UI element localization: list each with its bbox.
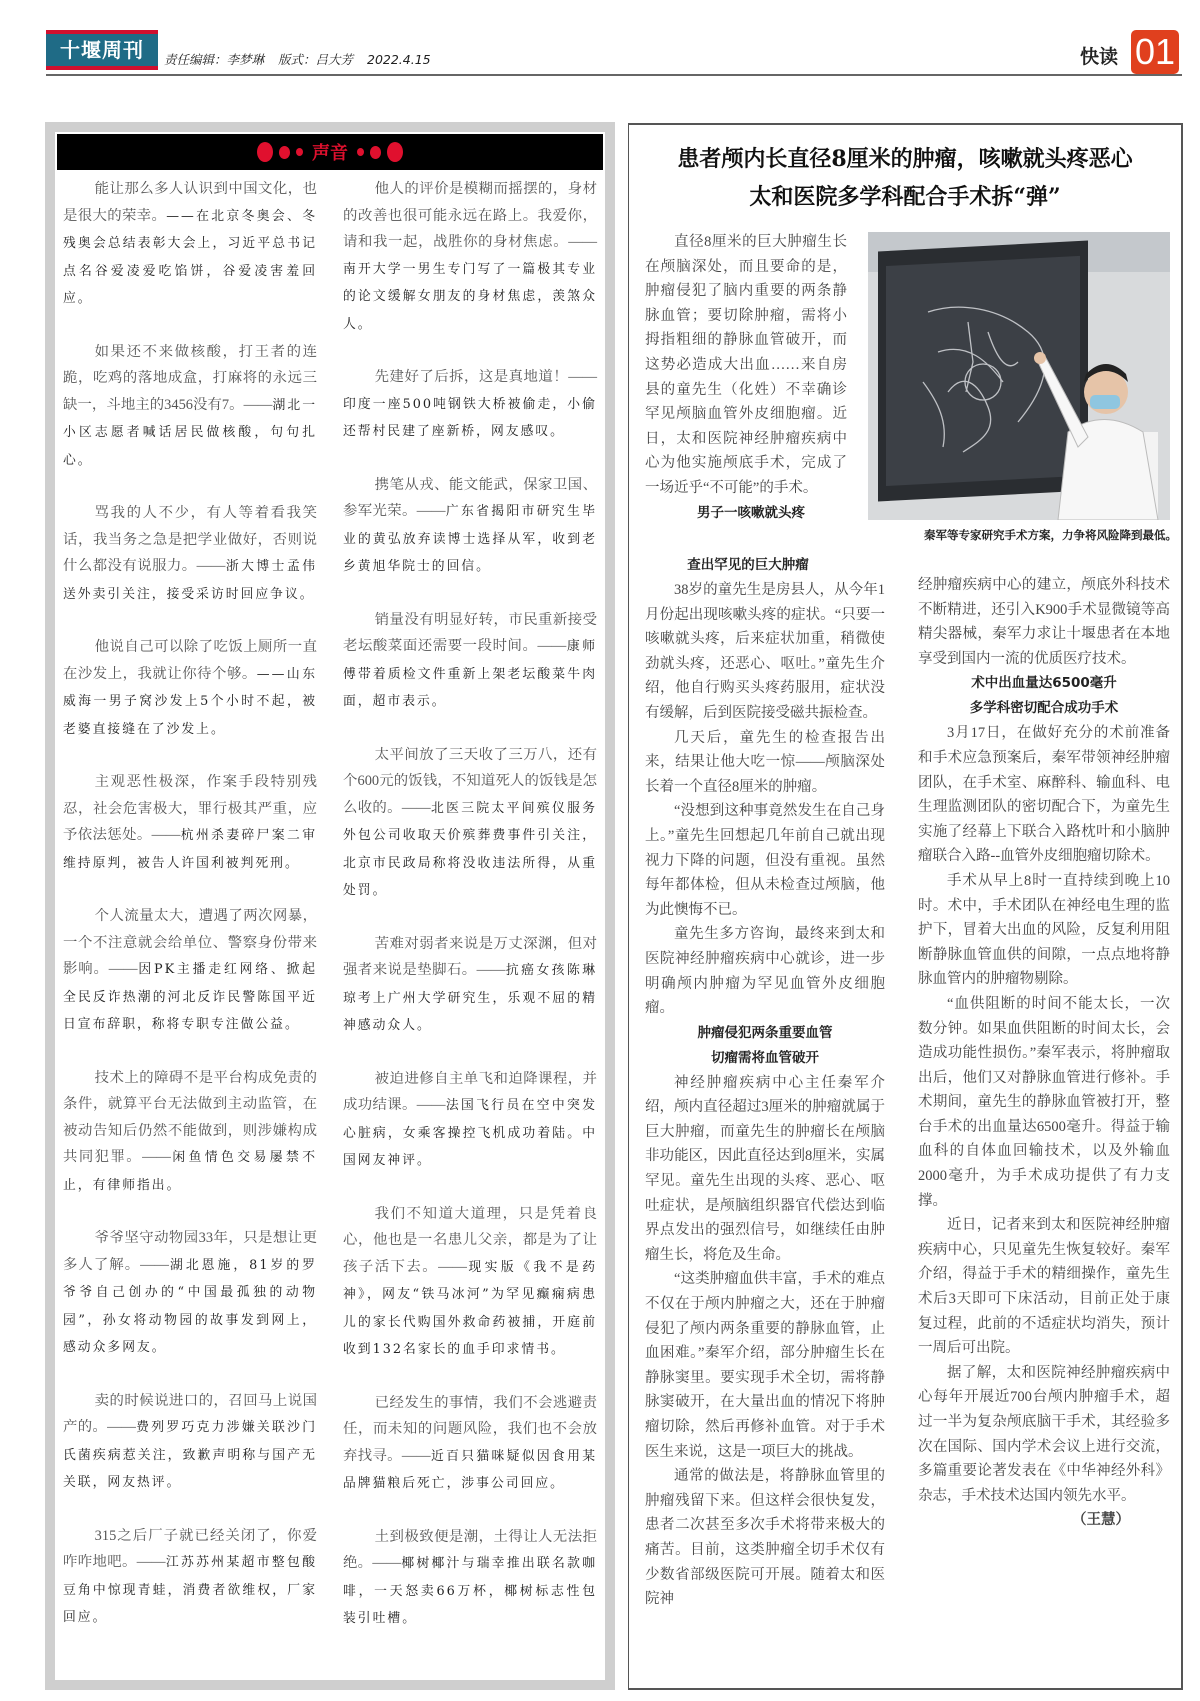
- quote-attribution: 现实版《我不是药神》，网友“铁马冰河”为罕见癫痫病患儿的家长代购国外救命药被捕，开庭前收到132名家长的血手印求情书。: [343, 1259, 597, 1357]
- quote-item: [63, 339, 317, 475]
- quote-text: 骂我的人不少，有人等着看我笑话，我当务之急是把学业做好，否则说什么都没有说服力。——: [63, 505, 317, 574]
- quote-text: 能让那么多人认识到中国文化，也是很大的荣幸。: [63, 181, 317, 224]
- header-divider: [46, 74, 1182, 76]
- quote-item: [63, 903, 317, 1039]
- quote-item: [63, 176, 317, 313]
- quote-attribution: 因PK主播走红网络、掀起全民反诈热潮的河北反诈民警陈国平近日宣布辞职，称将专职专注做公益。: [63, 962, 317, 1032]
- dot-decoration-icon: [370, 146, 381, 159]
- article-paragraph: 直径8厘米的巨大肿瘤生长在颅脑深处，而且要命的是，肿瘤侵犯了脑内重要的两条静脉血管；要切除肿瘤，需将小拇指粗细的静脉血管破开，而这势必造成大出血……来自房县的童先生（化姓）不幸确诊罕见颅脑血管外皮细胞瘤。近日，太和医院神经肿瘤疾病中心为他实施颅底手术，完成了一场近乎“不可能”的手术。: [645, 234, 847, 496]
- quote-item: [63, 500, 317, 608]
- quote-text: 土到极致便是潮，土得让人无法拒绝。——: [343, 1528, 597, 1571]
- quote-item: [343, 1524, 597, 1633]
- quote-item: [343, 931, 597, 1040]
- layout-designer: 版式：吕大芳: [278, 52, 354, 67]
- article-paragraph: 3月17日，在做好充分的术前准备和手术应急预案后，秦军带领神经肿瘤团队，在手术室、麻醉科、输血科、电生理监测团队的密切配合下，为童先生实施了经幕上下联合入路枕叶和小脑肿瘤联合入路--血管外皮细胞瘤切除术。: [918, 725, 1170, 865]
- article-paragraph: “没想到这种事竟然发生在自己身上。”童先生回想起几年前自己就出现视力下降的问题，但没有重视。虽然每年都体检，但从未检查过颅脑，他为此懊悔不已。: [645, 803, 885, 918]
- quote-text: 个人流量太大，遭遇了两次网暴，一个不注意就会给单位、警察身份带来影响。——: [63, 908, 317, 977]
- quote-attribution: 浙大博士孟伟送外卖引关注，接受采访时回应争议。: [63, 559, 317, 602]
- subheading: 切瘤需将血管破开: [711, 1049, 819, 1066]
- quote-attribution: ——在北京冬奥会、冬残奥会总结表彰大会上，习近平总书记点名谷爱凌爱吃馅饼，谷爱凌害羞回应。: [63, 208, 317, 306]
- byline: （王慧）: [1072, 1512, 1130, 1529]
- page-number-badge: 01: [1131, 30, 1179, 74]
- headline-line-1: 患者颅内长直径8厘米的肿瘤，咳嗽就头疼恶心: [677, 146, 1133, 172]
- quote-attribution: 江苏苏州某超市整包酸豆角中惊现青蛙，消费者欲维权，厂家回应。: [63, 1555, 317, 1625]
- quote-text: 技术上的障碍不是平台构成免责的条件，就算平台无法做到主动监管，在被动告知后仍然不能做到，则涉嫌构成共同犯罪。——: [63, 1069, 317, 1165]
- quote-text: 爷爷坚守动物园33年，只是想让更多人了解。——: [63, 1230, 317, 1273]
- subheading: 多学科密切配合成功手术: [969, 700, 1119, 717]
- editor: 责任编辑：李梦琳: [164, 52, 265, 67]
- article-paragraph: 几天后，童先生的检查报告出来，结果让他大吃一惊——颅脑深处长着一个直径8厘米的肿瘤。: [645, 729, 885, 795]
- headline-line-2: 太和医院多学科配合手术拆“弹”: [749, 184, 1061, 210]
- subheading: 查出罕见的巨大肿瘤: [687, 557, 809, 573]
- quote-attribution: ——山东威海一男子窝沙发上5个小时不起，被老婆直接缝在了沙发上。: [63, 666, 317, 737]
- quote-text: 主观恶性极深，作案手段特别残忍，社会危害极大，罪行极其严重，应予依法惩处。——: [63, 774, 317, 843]
- article-paragraph: 童先生多方咨询，最终来到太和医院神经肿瘤疾病中心就诊，进一步明确颅内肿瘤为罕见血管外皮细胞瘤。: [645, 926, 885, 1017]
- quote-attribution: 闲鱼情色交易屡禁不止，有律师指出。: [63, 1150, 317, 1193]
- quote-item: [63, 1523, 317, 1632]
- quote-item: [343, 1390, 597, 1498]
- quote-item: [63, 1388, 317, 1497]
- quote-attribution: 北医三院太平间殡仪服务外包公司收取天价殡葬费事件引关注，北京市民政局称将没收违法所得，从重处罚。: [343, 800, 597, 898]
- voices-banner: [57, 134, 603, 170]
- quote-text: 他人的评价是模糊而摇摆的，身材的改善也很可能永远在路上。我爱你，请和我一起，战胜你的身材焦虑。——: [343, 181, 597, 250]
- article-column-1-top: [645, 230, 847, 526]
- quote-text: 已经发生的事情，我们不会逃避责任，而未知的问题风险，我们也不会放弃找寻。——: [343, 1394, 597, 1464]
- quote-attribution: 广东省揭阳市研究生毕业的黄弘放弃读博士选择从军，收到老乡黄旭华院士的回信。: [343, 504, 597, 574]
- quote-item: [343, 607, 597, 716]
- subheading: 术中出血量达6500毫升: [971, 675, 1117, 692]
- article-paragraph: 近日，记者来到太和医院神经肿瘤疾病中心，只见童先生恢复较好。秦军介绍，得益于手术的精细操作，童先生术后3天即可下床活动，目前正处于康复过程，此前的不适症状均消失，预计一周后可出院。: [918, 1217, 1170, 1357]
- voices-panel: [45, 122, 615, 1690]
- quote-attribution: 印度一座500吨钢铁大桥被偷走，小偷还帮村民建了座新桥，网友感叹。: [343, 396, 597, 439]
- quote-attribution: 湖北一小区志愿者喊话居民做核酸，句句扎心。: [63, 397, 317, 468]
- quote-text: 销量没有明显好转，市民重新接受老坛酸菜面还需要一段时间。——: [343, 611, 597, 654]
- quote-attribution: 湖北恩施，81岁的罗爷爷自己创办的“中国最孤独的动物园”，孙女将动物园的故事发到网上，感动众多网友。: [63, 1257, 317, 1355]
- quote-item: [343, 1201, 597, 1364]
- article-paragraph-text: 据了解，太和医院神经肿瘤疾病中心每年开展近700台颅内肿瘤手术，超过一半为复杂颅底脑干手术，其经验多次在国际、国内学术会议上进行交流，多篇重要论著发表在《中华神经外科》杂志，手术技术达国内领先水平。: [918, 1364, 1170, 1504]
- quote-item: [63, 1225, 317, 1362]
- photo-caption: 秦军等专家研究手术方案，力争将风险降到最低。: [924, 528, 1177, 542]
- quote-text: 他说自己可以除了吃饭上厕所一直在沙发上，我就让你待个够。: [63, 639, 317, 682]
- quote-attribution: 杭州杀妻碎尸案二审维持原判，被告人许国利被判死刑。: [63, 828, 317, 871]
- article-paragraph: 神经肿瘤疾病中心主任秦军介绍，颅内直径超过3厘米的肿瘤就属于巨大肿瘤，而童先生的肿瘤长在颅脑非功能区，因此直径达到8厘米，实属罕见。童先生出现的头疼、恶心、呕吐症状，是颅脑组织器官代偿达到临界点发出的强烈信号，如继续任由肿瘤生长，将危及生命。: [645, 1074, 885, 1263]
- quote-attribution: 近百只猫咪疑似因食用某品牌猫粮后死亡，涉事公司回应。: [343, 1448, 597, 1491]
- dot-decoration-icon: [357, 148, 364, 156]
- quote-text: 苦难对弱者来说是万丈深渊，但对强者来说是垫脚石。——: [343, 935, 597, 978]
- quote-text: 315之后厂子就已经关闭了，你爱咋咋地吧。——: [63, 1527, 317, 1570]
- article-paragraph: 手术从早上8时一直持续到晚上10时。术中，手术团队在神经电生理的监护下，冒着大出血的风险，反复利用阻断静脉血管血供的间隙，一点点地将静脉血管内的肿瘤物剔除。: [918, 872, 1170, 988]
- quote-text: 先建好了后拆，这是真地道！——: [374, 369, 597, 385]
- quote-attribution: 法国飞行员在空中突发心脏病，女乘客操控飞机成功着陆。中国网友神评。: [343, 1098, 597, 1168]
- voices-columns: [63, 176, 597, 1676]
- quote-attribution: 抗癌女孩陈琳琼考上广州大学研究生，乐观不屈的精神感动众人。: [343, 963, 597, 1033]
- section-name: 快读: [1080, 46, 1119, 68]
- article-photo: [868, 232, 1170, 520]
- quote-item: [343, 472, 597, 581]
- quote-item: [63, 634, 317, 743]
- quote-attribution: 康师傅带着质检文件重新上架老坛酸菜牛肉面，超市表示。: [343, 639, 597, 709]
- doctor-reviewing-scan-image: [868, 232, 1170, 520]
- article-headline: [630, 140, 1180, 216]
- quote-attribution: 费列罗巧克力涉嫌关联沙门氏菌疾病惹关注，致歉声明称与国产无关联，网友热评。: [63, 1420, 317, 1490]
- quote-item: [63, 1065, 317, 1200]
- quote-item: [343, 364, 597, 446]
- article-column-1: [645, 553, 885, 1612]
- article-paragraph: 经肿瘤疾病中心的建立，颅底外科技术不断精进，还引入K900手术显微镜等高精尖器械，秦军力求让十堰患者在本地享受到国内一流的优质医疗技术。: [918, 577, 1170, 667]
- newspaper-logo: 十堰周刊: [46, 30, 158, 70]
- subheading: 肿瘤侵犯两条重要血管: [697, 1024, 833, 1041]
- quote-item: [343, 176, 597, 338]
- quote-text: 携笔从戎、能文能武，保家卫国、参军光荣。——: [343, 476, 597, 519]
- article-paragraph: [918, 1361, 1170, 1529]
- dot-decoration-icon: [279, 146, 290, 159]
- quote-text: 如果还不来做核酸，打王者的连跪，吃鸡的落地成盒，打麻将的永远三缺一，斗地主的3456没有7。——: [63, 343, 317, 413]
- article-paragraph: “这类肿瘤血供丰富，手术的难点不仅在于颅内肿瘤之大，还在于肿瘤侵犯了颅内两条重要的静脉血管，止血困难。”秦军介绍，部分肿瘤生长在静脉窦里。要实现手术全切，需将静脉窦破开，在大量出血的情况下将肿瘤切除，然后再修补血管。对于手术医生来说，这是一项巨大的挑战。: [645, 1271, 885, 1460]
- subheading: 男子一咳嗽就头疼: [697, 504, 805, 521]
- issue-date: 2022.4.15: [367, 52, 431, 67]
- quote-text: 我们不知道大道理，只是凭着良心，他也是一名患儿父亲，都是为了让孩子活下去。——: [343, 1205, 597, 1275]
- article-column-2: [918, 573, 1170, 1533]
- quote-text: 卖的时候说进口的，召回马上说国产的。——: [63, 1392, 317, 1435]
- article-paragraph: 通常的做法是，将静脉血管里的肿瘤残留下来。但这样会很快复发，患者二次甚至多次手术将带来极大的痛苦。目前，这类肿瘤全切手术仅有少数省部级医院可开展。随着太和医院神: [645, 1468, 885, 1608]
- quote-item: [343, 1066, 597, 1175]
- dot-decoration-icon: [387, 142, 403, 162]
- article-paragraph: 38岁的童先生是房县人，从今年1月份起出现咳嗽头疼的症状。“只要一咳嗽就头疼，后来症状加重，稍微使劲就头疼，还恶心、呕吐。”童先生介绍，他自行购买头疼药服用，症状没有缓解，后到医院接受磁共振检查。: [645, 582, 885, 721]
- page-meta: [164, 50, 441, 68]
- quote-text: 被迫进修自主单飞和迫降课程，并成功结课。——: [343, 1070, 597, 1113]
- dot-decoration-icon: [257, 142, 273, 162]
- quote-text: 太平间放了三天收了三万八，还有个600元的饭钱，不知道死人的饭钱是怎么收的。——: [343, 746, 597, 816]
- voices-title: 声音: [312, 143, 348, 164]
- article-paragraph: “血供阻断的时间不能太长，一次数分钟。如果血供阻断的时间太长，会造成功能性损伤。”秦军表示，将肿瘤取出后，他们又对静脉血管进行修补。手术期间，童先生的静脉血管被打开，整台手术的出血量达6500毫升。得益于输血科的自体血回输技术，以及外输血2000毫升，为手术成功提供了有力支撑。: [918, 995, 1170, 1209]
- quote-item: [63, 769, 317, 877]
- dot-decoration-icon: [296, 148, 303, 156]
- quote-attribution: 椰树椰汁与瑞幸推出联名款咖啡，一天怒卖66万杯，椰树标志性包装引吐槽。: [343, 1556, 597, 1626]
- quote-item: [343, 742, 597, 905]
- quote-attribution: 南开大学一男生专门写了一篇极其专业的论文缓解女朋友的身材焦虑，羡煞众人。: [343, 261, 597, 332]
